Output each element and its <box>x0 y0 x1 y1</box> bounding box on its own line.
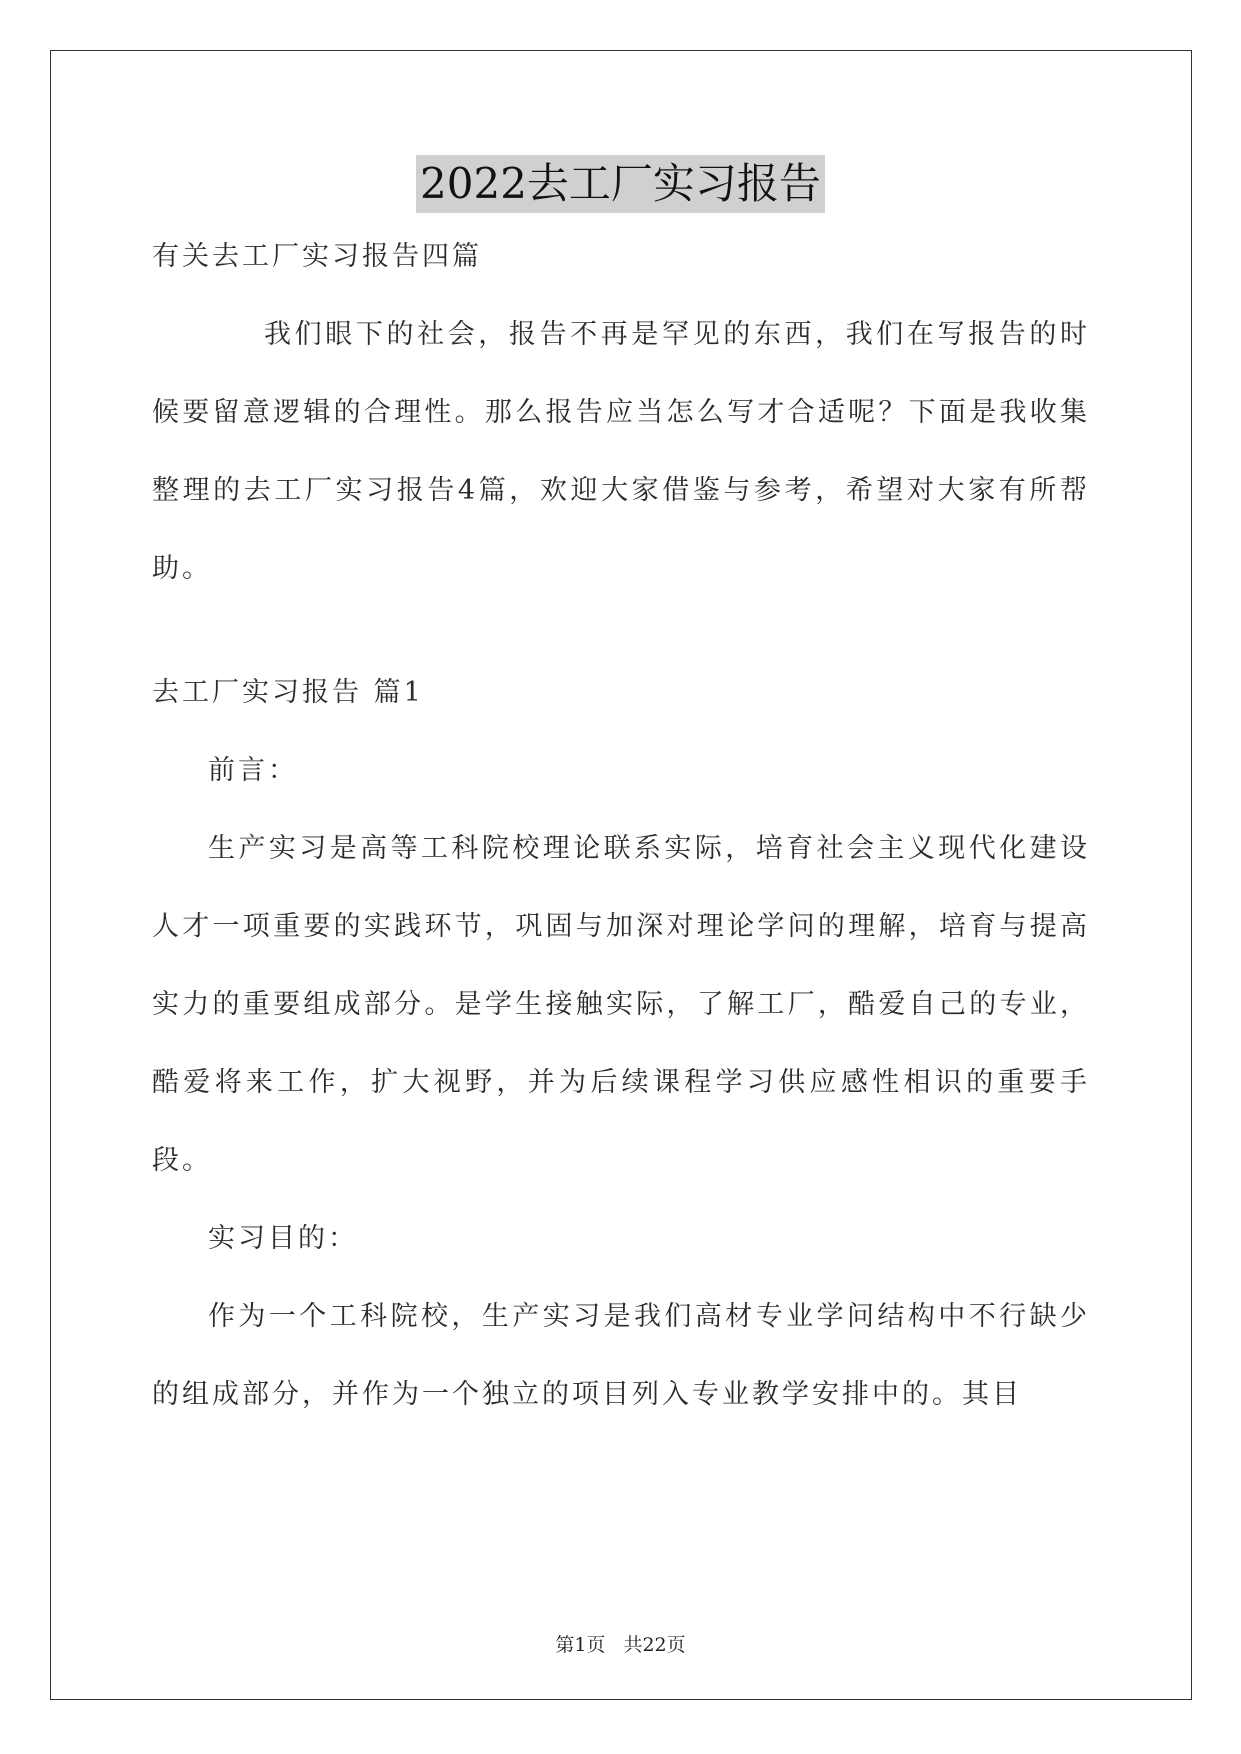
intro-paragraph: 我们眼下的社会，报告不再是罕见的东西，我们在写报告的时候要留意逻辑的合理性。那么报告应当怎么写才合适呢？下面是我收集整理的去工厂实习报告4篇，欢迎大家借鉴与参考，希望对大家有所帮助。 <box>152 319 1090 584</box>
purpose-paragraph: 作为一个工科院校，生产实习是我们高材专业学问结构中不行缺少的组成部分，并作为一个独立的项目列入专业教学安排中的。其目 <box>152 1301 1090 1410</box>
subtitle: 有关去工厂实习报告四篇 <box>152 241 482 272</box>
section-heading: 去工厂实习报告 篇1 <box>152 677 424 708</box>
preface-label: 前言： <box>208 755 298 786</box>
document-body <box>152 218 1090 608</box>
purpose-label: 实习目的： <box>208 1223 358 1254</box>
preface-paragraph: 生产实习是高等工科院校理论联系实际，培育社会主义现代化建设人才一项重要的实践环节，巩固与加深对理论学问的理解，培育与提高实力的重要组成部分。是学生接触实际，了解工厂，酷爱自己的专业，酷爱将来工作，扩大视野，并为后续课程学习供应感性相识的重要手段。 <box>152 833 1090 1176</box>
section-1 <box>152 654 1090 1434</box>
document-title <box>0 155 1241 213</box>
page-number: 第1页 <box>555 1634 606 1656</box>
title-text: 2022去工厂实习报告 <box>416 155 825 213</box>
page-footer <box>0 1630 1241 1657</box>
page-total: 共22页 <box>623 1634 686 1656</box>
